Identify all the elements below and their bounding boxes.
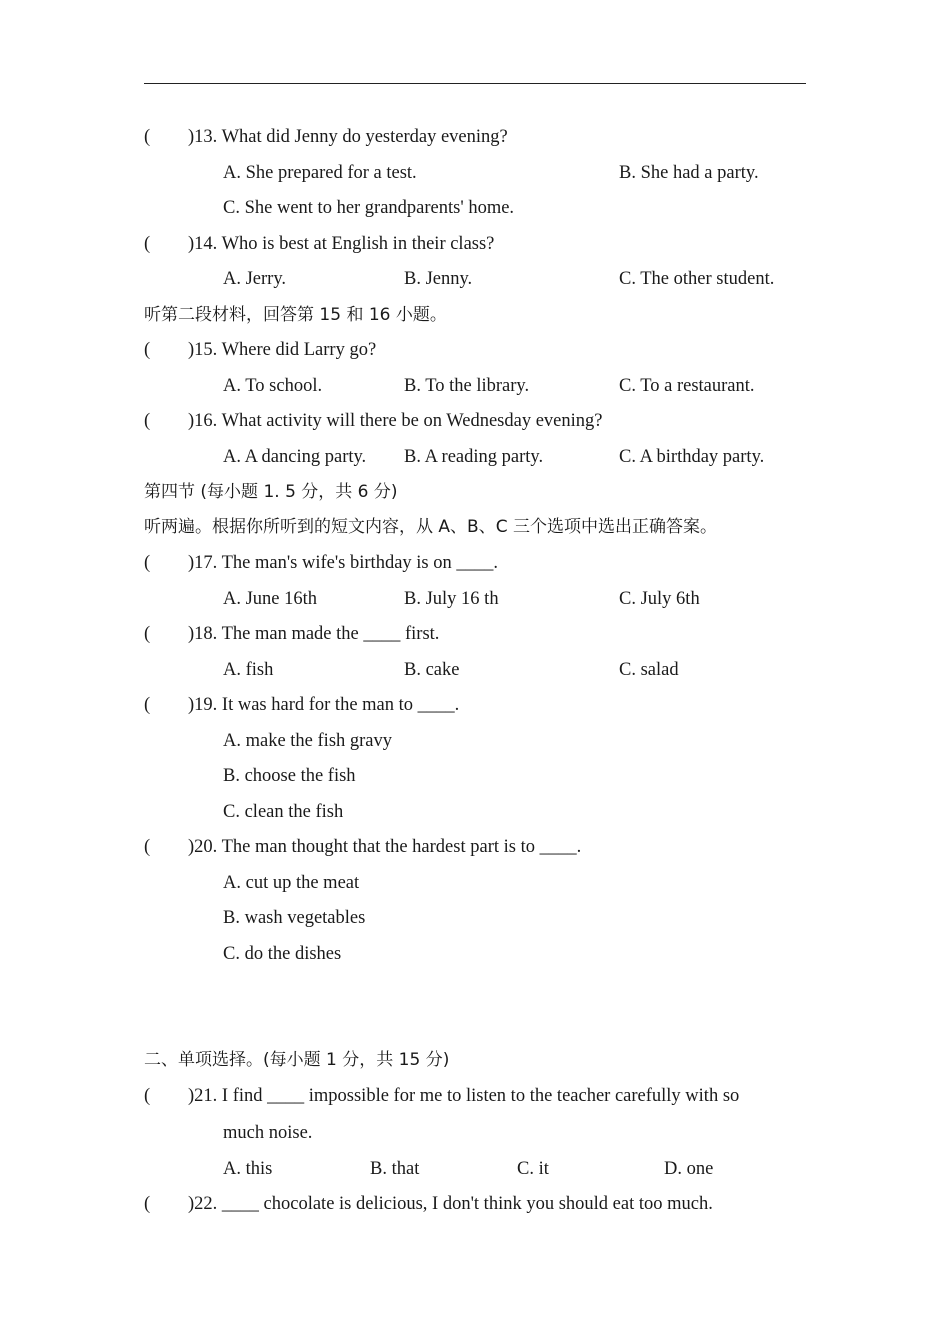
question-stem-continued: much noise. — [223, 1123, 313, 1143]
option-b: B. To the library. — [404, 376, 530, 396]
option-b: B. that — [370, 1159, 420, 1179]
option-c: C. The other student. — [619, 269, 775, 289]
option-a: A. She prepared for a test. — [223, 163, 417, 183]
header-rule — [144, 83, 806, 84]
answer-blank[interactable]: ( — [144, 1086, 151, 1106]
question-stem: )17. The man's wife's birthday is on ____. — [188, 553, 498, 573]
section-label: 听第二段材料，回答第 15 和 16 小题。 — [144, 305, 447, 325]
option-b: B. cake — [404, 660, 460, 680]
option-a: A. Jerry. — [223, 269, 287, 289]
option-b: B. choose the fish — [223, 766, 356, 786]
option-c: C. A birthday party. — [619, 447, 765, 467]
option-c: C. To a restaurant. — [619, 376, 755, 396]
answer-blank[interactable]: ( — [144, 127, 151, 147]
option-a: A. cut up the meat — [223, 873, 360, 893]
option-c: C. July 6th — [619, 589, 700, 609]
question-stem: )18. The man made the ____ first. — [188, 624, 440, 644]
option-b: B. She had a party. — [619, 163, 759, 183]
question-stem: )20. The man thought that the hardest part is to ____. — [188, 837, 582, 857]
option-b: B. wash vegetables — [223, 908, 366, 928]
answer-blank[interactable]: ( — [144, 553, 151, 573]
answer-blank[interactable]: ( — [144, 1194, 151, 1214]
option-a: A. June 16th — [223, 589, 318, 609]
part-instruction: 听两遍。根据你所听到的短文内容，从 A、B、C 三个选项中选出正确答案。 — [144, 517, 717, 537]
option-c: C. salad — [619, 660, 679, 680]
option-a: A. fish — [223, 660, 274, 680]
question-stem: )22. ____ chocolate is delicious, I don't think you should eat too much. — [188, 1194, 713, 1214]
option-a: A. To school. — [223, 376, 323, 396]
part-title: 第四节 (每小题 1. 5 分，共 6 分) — [144, 482, 398, 502]
answer-blank[interactable]: ( — [144, 695, 151, 715]
answer-blank[interactable]: ( — [144, 411, 151, 431]
option-b: B. July 16 th — [404, 589, 499, 609]
answer-blank[interactable]: ( — [144, 340, 151, 360]
answer-blank[interactable]: ( — [144, 624, 151, 644]
option-c: C. do the dishes — [223, 944, 342, 964]
question-stem: )21. I find ____ impossible for me to listen to the teacher carefully with so — [188, 1086, 740, 1106]
question-stem: )13. What did Jenny do yesterday evening? — [188, 127, 508, 147]
question-stem: )16. What activity will there be on Wednesday evening? — [188, 411, 603, 431]
option-c: C. She went to her grandparents' home. — [223, 198, 515, 218]
section-title: 二、单项选择。(每小题 1 分，共 15 分) — [144, 1050, 450, 1070]
answer-blank[interactable]: ( — [144, 234, 151, 254]
option-b: B. Jenny. — [404, 269, 473, 289]
option-c: C. clean the fish — [223, 802, 344, 822]
question-stem: )15. Where did Larry go? — [188, 340, 377, 360]
question-stem: )14. Who is best at English in their class? — [188, 234, 495, 254]
option-a: A. make the fish gravy — [223, 731, 393, 751]
option-d: D. one — [664, 1159, 714, 1179]
answer-blank[interactable]: ( — [144, 837, 151, 857]
question-stem: )19. It was hard for the man to ____. — [188, 695, 460, 715]
option-c: C. it — [517, 1159, 549, 1179]
option-a: A. this — [223, 1159, 273, 1179]
option-a: A. A dancing party. — [223, 447, 367, 467]
option-b: B. A reading party. — [404, 447, 544, 467]
